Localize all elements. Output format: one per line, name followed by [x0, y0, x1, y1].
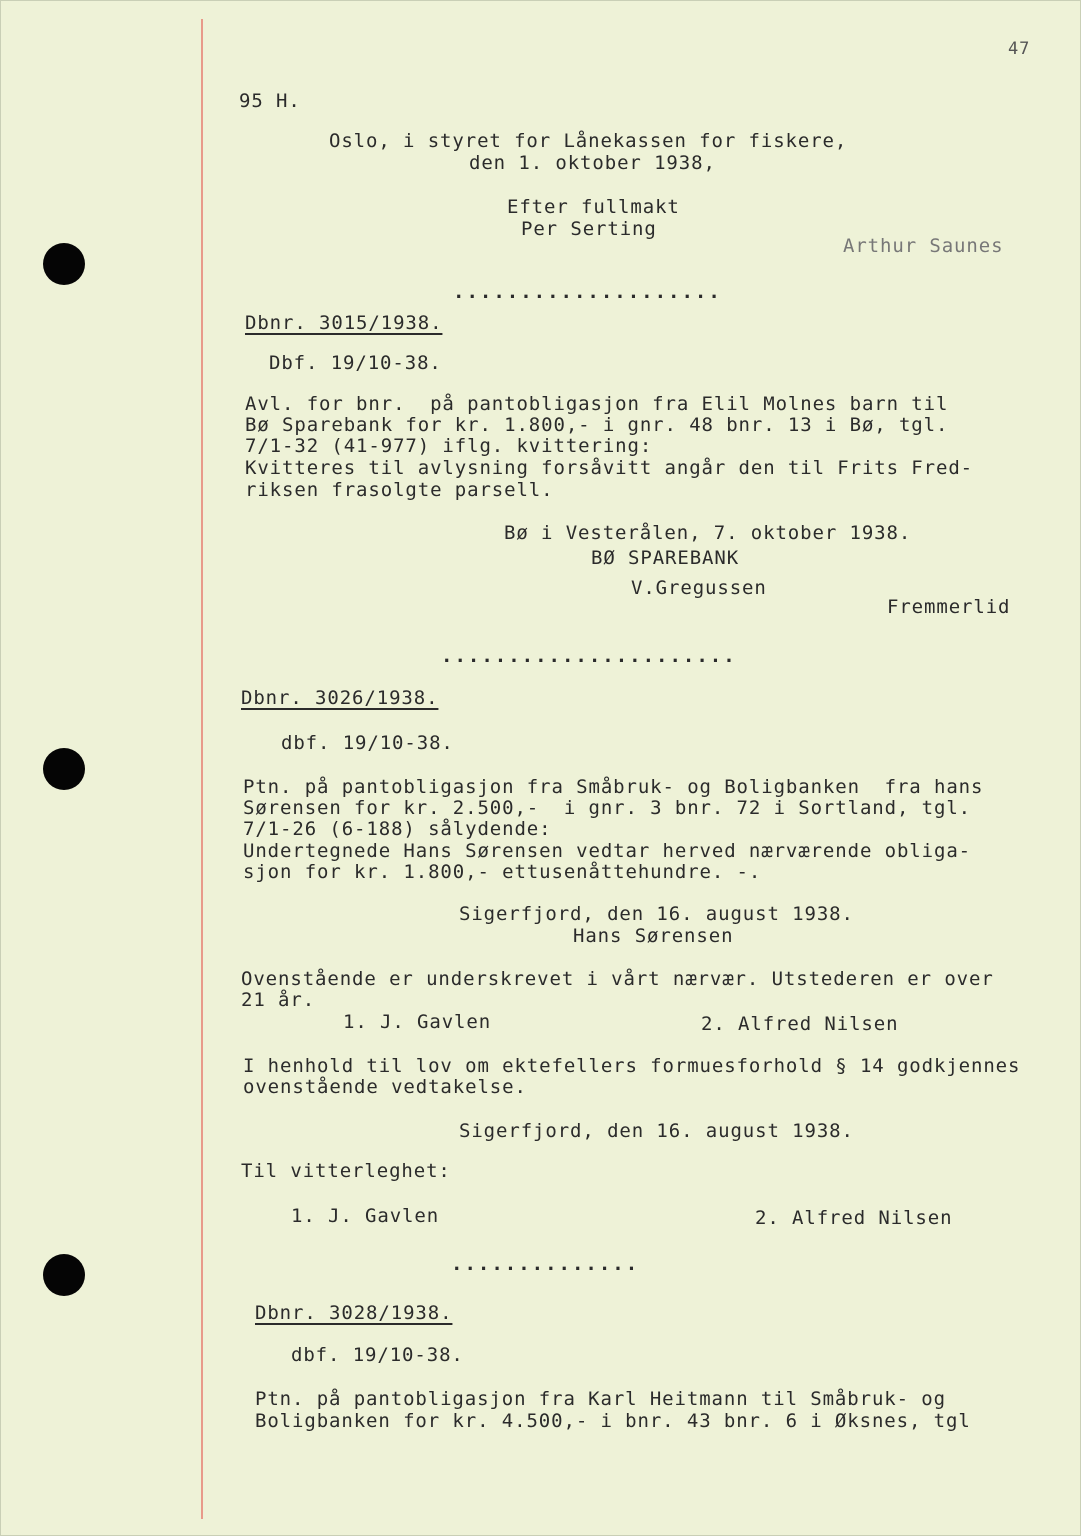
entry-text-line: Bø Sparebank for kr. 1.800,- i gnr. 48 bnr. 13 i Bø, tgl.: [245, 414, 949, 436]
entry-date: dbf. 19/10-38.: [291, 1344, 464, 1366]
entry-text-line: riksen frasolgte parsell.: [245, 479, 554, 501]
header-date: den 1. oktober 1938,: [469, 152, 716, 174]
entry-number: Dbnr. 3028/1938.: [255, 1302, 453, 1324]
witness-name: 1. J. Gavlen: [343, 1011, 492, 1033]
entry-text-line: Boligbanken for kr. 4.500,- i bnr. 43 bnr. 6 i Øksnes, tgl: [255, 1410, 971, 1432]
signature-name: Per Serting: [521, 218, 657, 240]
punch-hole: [43, 748, 85, 790]
signature-line: Efter fullmakt: [507, 196, 680, 218]
entry-text-line: 7/1-32 (41-977) iflg. kvittering:: [245, 435, 653, 457]
witness-heading: Til vitterleghet:: [241, 1160, 451, 1182]
entry-text-line: 7/1-26 (6-188) sålydende:: [243, 818, 552, 840]
entry-text-line: Sørensen for kr. 2.500,- i gnr. 3 bnr. 72 i Sortland, tgl.: [243, 797, 971, 819]
separator-dots: ......................: [441, 645, 737, 667]
witness-name: 1. J. Gavlen: [291, 1205, 440, 1227]
signature-name: Fremmerlid: [887, 596, 1011, 618]
entry-text-line: Ovenstående er underskrevet i vårt nærvær. Utstederen er over: [241, 968, 994, 990]
entry-date: dbf. 19/10-38.: [281, 732, 454, 754]
place-date: Sigerfjord, den 16. august 1938.: [459, 1120, 854, 1142]
place-date: Sigerfjord, den 16. august 1938.: [459, 903, 854, 925]
entry-text-line: Kvitteres til avlysning forsåvitt angår den til Frits Fred-: [245, 457, 973, 479]
reference-number: 95 H.: [239, 90, 301, 112]
signature-name: Arthur Saunes: [843, 235, 1004, 257]
entry-text-line: 21 år.: [241, 989, 316, 1011]
entry-number: Dbnr. 3015/1938.: [245, 312, 443, 334]
entry-date: Dbf. 19/10-38.: [269, 352, 442, 374]
signature-name: V.Gregussen: [631, 577, 767, 599]
header-line: Oslo, i styret for Lånekassen for fiskere,: [329, 130, 848, 152]
place-date: Bø i Vesterålen, 7. oktober 1938.: [504, 522, 912, 544]
separator-dots: ..............: [451, 1253, 640, 1275]
entry-text-line: Avl. for bnr. på pantobligasjon fra Elil Molnes barn til: [245, 393, 949, 415]
separator-dots: ....................: [453, 281, 722, 303]
signature-name: Hans Sørensen: [573, 925, 734, 947]
punch-hole: [43, 1254, 85, 1296]
margin-line: [201, 19, 203, 1519]
page-number: 47: [1008, 39, 1031, 59]
entry-text-line: Undertegnede Hans Sørensen vedtar herved nærværende obliga-: [243, 840, 971, 862]
entry-number: Dbnr. 3026/1938.: [241, 687, 439, 709]
entry-text-line: ovenstående vedtakelse.: [243, 1076, 527, 1098]
entry-text-line: Ptn. på pantobligasjon fra Karl Heitmann til Småbruk- og: [255, 1388, 946, 1410]
bank-name: BØ SPAREBANK: [591, 547, 740, 569]
witness-name: 2. Alfred Nilsen: [701, 1013, 899, 1035]
witness-name: 2. Alfred Nilsen: [755, 1207, 953, 1229]
entry-text-line: Ptn. på pantobligasjon fra Småbruk- og Boligbanken fra hans: [243, 776, 984, 798]
punch-hole: [43, 243, 85, 285]
entry-text-line: I henhold til lov om ektefellers formuesforhold § 14 godkjennes: [243, 1055, 1021, 1077]
entry-text-line: sjon for kr. 1.800,- ettusenåttehundre. -.: [243, 861, 762, 883]
